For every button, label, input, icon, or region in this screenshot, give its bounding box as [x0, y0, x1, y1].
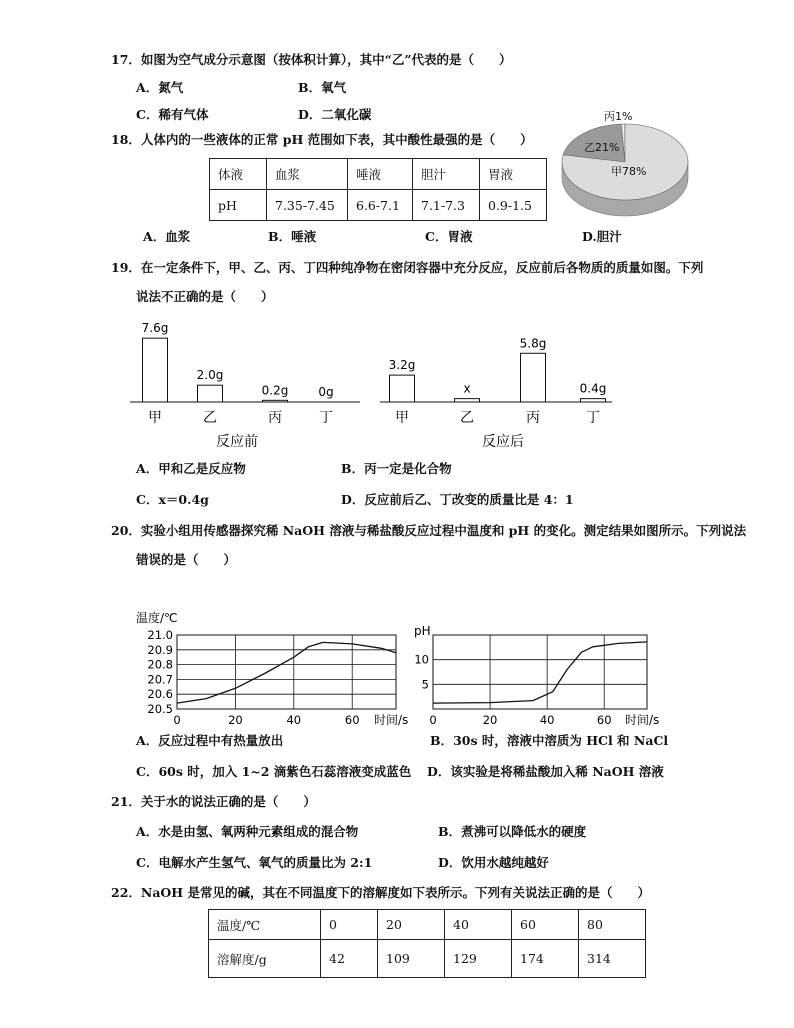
bar-category-label: 乙	[203, 410, 217, 426]
x-tick-label: 0	[173, 713, 181, 727]
x-axis-label: 时间/s	[625, 713, 660, 727]
bar-category-label: 乙	[460, 410, 474, 426]
q18-header-cell: 血浆	[267, 159, 348, 190]
q18-value-cell: 7.35-7.45	[267, 190, 348, 221]
bar-category-label: 甲	[148, 410, 162, 426]
pie-label: 乙21%	[584, 141, 620, 154]
x-tick-label: 20	[228, 713, 243, 727]
q17-option-b: B．氧气	[298, 80, 347, 95]
q18-option-c: C．胃液	[425, 229, 473, 244]
q22-cell: 42	[321, 940, 378, 978]
q22-cell: 0	[321, 910, 378, 940]
q22-cell: 60	[512, 910, 579, 940]
x-axis-label: 时间/s	[374, 713, 409, 727]
q18-value-cell: 7.1-7.3	[413, 190, 480, 221]
q22-cell: 174	[512, 940, 579, 978]
bar-data-label: 0.2g	[261, 383, 289, 398]
q22-temp-label: 温度/℃	[209, 910, 321, 940]
q17-option-c: C．稀有气体	[136, 107, 209, 122]
q20-option-c: C．60s 时，加入 1~2 滴紫色石蕊溶液变成蓝色	[136, 764, 412, 779]
q18-header-cell: 胆汁	[413, 159, 480, 190]
q22-cell: 109	[378, 940, 445, 978]
q20-option-d: D．该实验是将稀盐酸加入稀 NaOH 溶液	[427, 764, 664, 779]
q18-stem: 18．人体内的一些液体的正常 pH 范围如下表，其中酸性最强的是（ ）	[111, 132, 533, 147]
q20-option-a: A．反应过程中有热量放出	[136, 733, 284, 748]
q18-header-cell: 体液	[210, 159, 267, 190]
q22-stem: 22．NaOH 是常见的碱，其在不同温度下的溶解度如下表所示。下列有关说法正确的是（ ）	[111, 885, 650, 900]
bar-category-label: 丙	[268, 410, 282, 426]
x-tick-label: 20	[482, 713, 498, 727]
y-tick-label: 21.0	[147, 628, 173, 642]
bar-category-label: 丁	[586, 410, 600, 426]
pie-label: 丙1%	[604, 110, 633, 123]
y-axis-label: 温度/℃	[136, 611, 178, 625]
q22-cell: 40	[445, 910, 512, 940]
q19-option-c: C．x＝0.4g	[136, 492, 209, 507]
q20-option-b: B．30s 时，溶液中溶质为 HCl 和 NaCl	[430, 733, 669, 748]
q22-solubility-label: 溶解度/g	[209, 940, 321, 978]
q17-option-d: D．二氧化碳	[298, 107, 372, 122]
bar-data-label: 5.8g	[519, 336, 547, 351]
y-axis-label: pH	[414, 624, 431, 638]
q20-stem-line1: 20．实验小组用传感器探究稀 NaOH 溶液与稀盐酸反应过程中温度和 pH 的变化。测定结果如图所示。下列说法	[111, 523, 747, 538]
bar-data-label: 3.2g	[388, 358, 416, 373]
q20-stem-line2: 错误的是（ ）	[136, 552, 237, 567]
q18-value-cell: pH	[210, 190, 267, 221]
q19-option-a: A．甲和乙是反应物	[136, 461, 246, 476]
bar-category-label: 丁	[319, 410, 333, 426]
bar-category-label: 丙	[526, 410, 540, 426]
q17-stem: 17．如图为空气成分示意图（按体积计算），其中“乙”代表的是（ ）	[111, 52, 512, 67]
x-tick-label: 40	[539, 713, 555, 727]
q22-cell: 80	[579, 910, 646, 940]
bar-data-label: 2.0g	[196, 368, 224, 383]
q22-cell: 20	[378, 910, 445, 940]
q18-value-cell: 0.9-1.5	[480, 190, 547, 221]
bar-data-label: 0.4g	[579, 381, 607, 396]
q18-option-a: A．血浆	[143, 229, 191, 244]
bar-data-label: 7.6g	[141, 321, 169, 336]
y-tick-label: 20.7	[147, 672, 173, 687]
q18-value-cell: 6.6-7.1	[348, 190, 413, 221]
x-tick-label: 60	[344, 713, 360, 727]
y-tick-label: 5	[421, 677, 429, 692]
q21-option-b: B．煮沸可以降低水的硬度	[438, 824, 587, 839]
q21-option-d: D．饮用水越纯越好	[438, 855, 549, 870]
pie-label: 甲78%	[611, 165, 647, 178]
q18-option-b: B．唾液	[268, 229, 317, 244]
q18-header-cell: 唾液	[348, 159, 413, 190]
bar-data-label: x	[463, 381, 471, 396]
q22-cell: 129	[445, 940, 512, 978]
data-curve	[433, 642, 647, 703]
q18-option-d: D.胆汁	[582, 229, 622, 244]
y-tick-label: 20.6	[147, 687, 173, 702]
q21-option-a: A．水是由氢、氧两种元素组成的混合物	[136, 824, 359, 839]
bar-data-label: 0g	[318, 385, 334, 399]
bar-category-label: 甲	[395, 410, 409, 426]
y-tick-label: 20.8	[147, 657, 173, 672]
q17-option-a: A．氮气	[136, 80, 184, 95]
q22-cell: 314	[579, 940, 646, 978]
q19-option-b: B．丙一定是化合物	[341, 461, 452, 476]
q19-stem-line2: 说法不正确的是（ ）	[136, 289, 274, 304]
q19-stem-line1: 19．在一定条件下，甲、乙、丙、丁四种纯净物在密闭容器中充分反应，反应前后各物质的质量如图。下列	[111, 260, 704, 275]
bar-chart-title: 反应后	[482, 434, 524, 450]
y-tick-label: 20.9	[147, 642, 173, 657]
y-tick-label: 10	[414, 652, 429, 667]
x-tick-label: 60	[596, 713, 612, 727]
x-tick-label: 0	[429, 713, 437, 727]
q21-option-c: C．电解水产生氢气、氧气的质量比为 2:1	[136, 855, 373, 870]
q21-stem: 21．关于水的说法正确的是（ ）	[111, 794, 316, 809]
bar-chart-title: 反应前	[216, 434, 258, 450]
q22-solubility-table	[208, 909, 646, 978]
x-tick-label: 40	[286, 713, 302, 727]
y-tick-label: 20.5	[147, 702, 173, 716]
q18-header-cell: 胃液	[480, 159, 547, 190]
q19-option-d: D．反应前后乙、丁改变的质量比是 4：1	[341, 492, 574, 507]
